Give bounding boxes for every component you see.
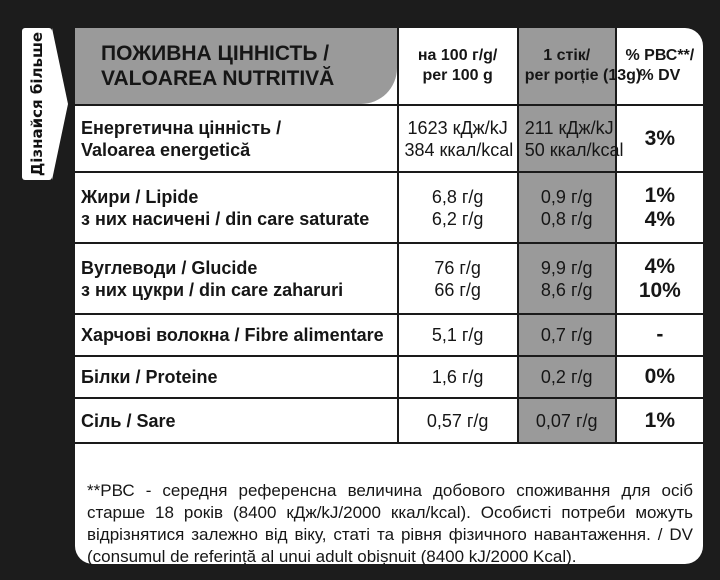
dv-value: 10%	[638, 278, 681, 302]
per100-value: 76 г/g	[434, 257, 481, 278]
header-portion-cell	[518, 28, 642, 105]
header-nutrition-cell	[75, 28, 398, 105]
portion-value: 8,6 г/g	[540, 279, 593, 300]
table-row	[75, 105, 703, 172]
portion-cell	[518, 105, 624, 172]
per100-cell	[398, 105, 518, 172]
per100-cell	[398, 314, 518, 356]
nutrient-name: Харчові волокна / Fibre alimentare	[81, 325, 384, 345]
nutrient-name: Білки / Proteine	[81, 367, 218, 387]
nutrition-table	[75, 28, 703, 444]
portion-value: 0,2 г/g	[540, 367, 593, 387]
portion-value: 0,9 г/g	[540, 186, 593, 207]
dv-cell	[616, 243, 703, 314]
portion-value: 50 ккал/kcal	[524, 139, 624, 160]
table-row	[75, 398, 703, 443]
dv-value: 3%	[644, 126, 676, 150]
table-row	[75, 243, 703, 314]
dv-value: 4%	[644, 254, 676, 278]
per100-cell	[398, 243, 518, 314]
portion-cell	[518, 172, 616, 243]
nutrient-name-cell	[75, 105, 398, 172]
nutrient-subname: Valoarea energetică	[81, 139, 251, 160]
chevron-right-icon	[52, 28, 68, 180]
portion-cell	[518, 398, 616, 443]
portion-value: 9,9 г/g	[540, 257, 593, 278]
per100-value: 1623 кДж/kJ	[407, 117, 508, 138]
per100-value: 1,6 г/g	[431, 367, 484, 387]
nutrient-name-cell	[75, 398, 398, 443]
header-dv-line1: % РВС**/	[625, 47, 695, 64]
nutrient-subname: з них цукри / din care zaharuri	[81, 279, 344, 300]
header-per100-cell	[398, 28, 518, 105]
header-name-line2: VALOAREA NUTRITIVĂ	[101, 67, 335, 90]
dv-cell	[616, 172, 703, 243]
per100-value: 5,1 г/g	[431, 325, 484, 345]
dv-cell	[616, 105, 703, 172]
dv-value: 1%	[644, 408, 676, 432]
portion-cell	[518, 314, 616, 356]
portion-cell	[518, 243, 616, 314]
nutrient-name: Енергетична цінність /	[81, 117, 282, 138]
table-row	[75, 172, 703, 243]
header-per100-line2: per 100 g	[422, 67, 493, 84]
portion-value: 0,7 г/g	[540, 325, 593, 345]
per100-value: 384 ккал/kcal	[404, 139, 514, 160]
header-name-line1: ПОЖИВНА ЦІННІСТЬ /	[101, 42, 330, 65]
dv-cell	[616, 356, 703, 398]
portion-value: 211 кДж/kJ	[524, 117, 614, 138]
portion-value: 0,07 г/g	[535, 410, 598, 431]
dv-cell	[616, 398, 703, 443]
nutrient-name: Сіль / Sare	[81, 410, 176, 431]
side-tab	[22, 28, 52, 180]
portion-cell	[518, 356, 616, 398]
per100-value: 66 г/g	[434, 279, 481, 300]
header-per100-line1: на 100 г/g/	[417, 47, 498, 64]
nutrition-panel	[75, 28, 703, 564]
per100-cell	[398, 398, 518, 443]
side-tab-label: Дізнайся більше	[28, 31, 46, 177]
dv-value: 1%	[644, 183, 676, 207]
dv-value: -	[656, 323, 664, 346]
table-row	[75, 314, 703, 356]
nutrient-subname: з них насичені / din care saturate	[81, 208, 370, 229]
header-portion-line2: per porție (13g)	[524, 67, 642, 84]
dv-value: 0%	[644, 365, 676, 388]
per100-cell	[398, 356, 518, 398]
footnote: **РВС - середня референсна величина добового споживання для осіб старше 18 років (8400 кДж/kJ/2000 ккал/kcal). Особисті потреби можуть відрізнятися залежно від віку, статі та рівня фізичного навантаження. / DV (consumul de referință al unui adult obișnuit (8400 kJ/2000 Kcal).	[87, 481, 693, 566]
nutrient-name: Жири / Lipide	[81, 186, 199, 207]
portion-value: 0,8 г/g	[540, 208, 593, 229]
nutrient-name: Вуглеводи / Glucide	[81, 257, 258, 278]
dv-value: 4%	[644, 207, 676, 231]
per100-cell	[398, 172, 518, 243]
table-row	[75, 356, 703, 398]
header-portion-line1: 1 стік/	[543, 47, 591, 64]
per100-value: 6,8 г/g	[431, 186, 484, 207]
nutrient-name-cell	[75, 314, 398, 356]
per100-value: 6,2 г/g	[431, 208, 484, 229]
nutrient-name-cell	[75, 356, 398, 398]
nutrient-name-cell	[75, 243, 398, 314]
nutrient-name-cell	[75, 172, 398, 243]
header-dv-line2: % DV	[639, 67, 681, 84]
dv-cell	[616, 314, 703, 356]
per100-value: 0,57 г/g	[426, 410, 489, 431]
table-header-row	[75, 28, 703, 105]
